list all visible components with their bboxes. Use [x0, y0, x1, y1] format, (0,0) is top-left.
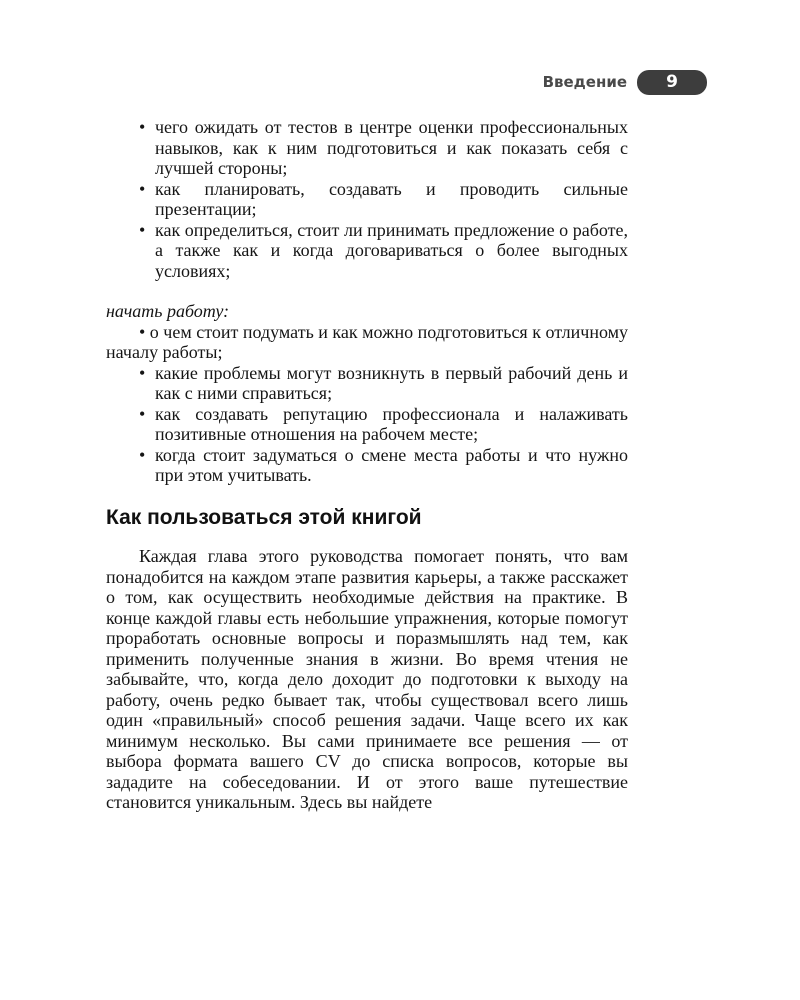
- page-body: [106, 117, 628, 813]
- section-heading: Как пользоваться этой книгой: [106, 505, 422, 529]
- list-item: • чего ожидать от тестов в центре оценки профессиональных навыков, как к ним подготовиться и как показать себя с лучшей стороны;: [106, 117, 628, 179]
- list-item: • как определиться, стоит ли принимать предложение о работе, а также как и когда договариваться о более выгодных условиях;: [106, 220, 628, 282]
- body-paragraph: Каждая глава этого руководства помогает понять, что вам понадобится на каждом этапе развития карьеры, а также расскажет о том, как осуществить необходимые действия на практике. В конце каждой главы есть небольшие упражнения, которые помогут проработать основные вопросы и поразмышлять над тем, как применить полученные знания в жизни. Во время чтения не забывайте, что, когда дело доходит до подготовки к выходу на работу, очень редко бывает так, чтобы существовал всего лишь один «правильный» способ решения задачи. Чаще всего их как минимум несколько. Вы сами принимаете все решения — от выбора формата вашего CV до списка вопросов, которые вы зададите на собеседовании. И от этого ваше путешествие становится уникальным. Здесь вы найдете: [106, 546, 628, 812]
- bullet-list-prepare: [106, 117, 628, 281]
- list-item: • какие проблемы могут возникнуть в первый рабочий день и как с ними справиться;: [106, 363, 628, 404]
- page-number-badge: 9: [637, 70, 707, 95]
- list-item-start-work: • о чем стоит подумать и как можно подготовиться к отличному началу работы;: [106, 321, 628, 362]
- subsection-lead: начать работу:: [106, 301, 230, 321]
- running-header-section: Введение: [542, 73, 627, 91]
- running-header: [0, 70, 800, 96]
- bullet-list-start-work: [106, 363, 628, 486]
- list-item: • когда стоит задуматься о смене места работы и что нужно при этом учитывать.: [106, 445, 628, 486]
- list-item: • как планировать, создавать и проводить сильные презентации;: [106, 179, 628, 220]
- list-item: • как создавать репутацию профессионала и налаживать позитивные отношения на рабочем месте;: [106, 404, 628, 445]
